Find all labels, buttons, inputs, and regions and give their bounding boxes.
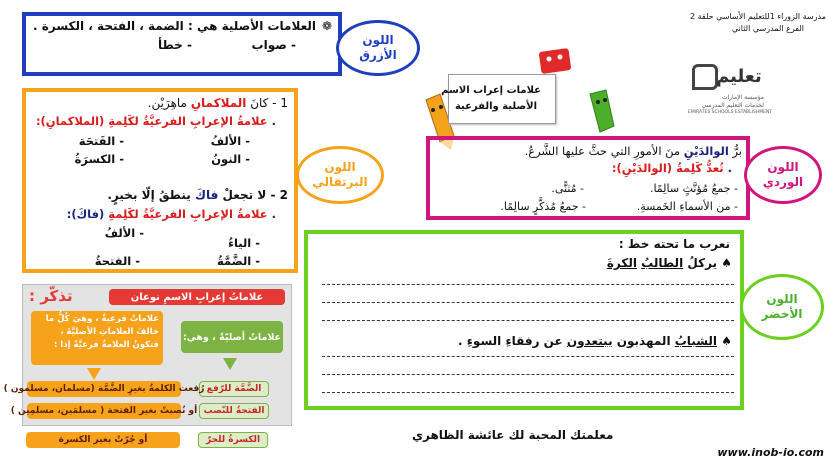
q1-option-3[interactable]: - النونُ bbox=[211, 152, 250, 166]
blue-star-icon: ❁ bbox=[321, 19, 332, 33]
oval-green-text: اللون الأخضر bbox=[761, 292, 803, 321]
q2-keyword: فاكَ bbox=[194, 188, 219, 202]
q1-text-c: ماهِرَيْن. bbox=[147, 96, 187, 110]
logo-english: EMIRATES SCHOOLS ESTABLISHMENT bbox=[688, 110, 773, 115]
summary-panel bbox=[3, 284, 292, 426]
pink-prompt bbox=[612, 161, 732, 175]
summary-title-text: علاماتُ إعرابِ الاسمِ نوعان bbox=[130, 291, 264, 303]
q1-sentence bbox=[148, 96, 288, 110]
pencil-green-icon bbox=[584, 88, 620, 140]
q1-bullet: . bbox=[271, 114, 276, 128]
q2-bullet: . bbox=[271, 207, 276, 221]
original-row-2 bbox=[199, 403, 269, 419]
q2-number: 2 - bbox=[270, 188, 288, 202]
subsidiary-row-3 bbox=[26, 432, 180, 448]
school-line-2: الفرع المدرسي الثاني bbox=[731, 24, 804, 33]
green-s2-d: عن رفقاءِ السوءِ . bbox=[458, 334, 563, 348]
green-s1-c: الكرةَ bbox=[606, 256, 637, 270]
original-row-1-text: الضَّمَّة للرّفع bbox=[206, 384, 262, 394]
q2-option-1[interactable]: - الألفُ bbox=[104, 226, 144, 240]
q1-prompt bbox=[36, 114, 276, 128]
title-card-line-1: علامات إعراب الاسم bbox=[441, 85, 541, 96]
blue-statement: العلامات الأصلية هي : الضمة ، الفتحة ، الكسرة . bbox=[33, 19, 316, 33]
subsidiary-row-3-text: أو جُرّتْ بغير الكسرة bbox=[58, 435, 148, 445]
subsidiary-row-1 bbox=[3, 381, 205, 397]
q2-text-a: لا تجعلْ bbox=[222, 188, 267, 202]
q1-option-2[interactable]: - الفَتحَة bbox=[78, 134, 124, 148]
summary-title bbox=[109, 289, 285, 305]
pink-text-a: برُّ bbox=[732, 144, 742, 158]
subsidiary-row-1-text: رُفعت الكلمةُ بغيرِ الضَّمَّة (مسلمان، مسلمون ) bbox=[3, 384, 205, 394]
q2-option-4[interactable]: - الفتحةُ bbox=[94, 254, 140, 268]
website-footer[interactable]: www.inob-io.com bbox=[717, 446, 824, 459]
subsidiary-row-2 bbox=[10, 403, 198, 419]
pink-option-1[interactable]: - جمعُ مُؤنَّثٍ سالِمًا. bbox=[649, 182, 738, 195]
q2-prompt-word: (فاكَ): bbox=[66, 207, 105, 221]
subsidiary-marks-head bbox=[31, 311, 163, 365]
q1-option-1[interactable]: - الألفُ bbox=[210, 134, 250, 148]
q1-keyword: الملاكمانِ bbox=[190, 96, 247, 110]
oval-blue-text: اللون الأزرق bbox=[359, 33, 397, 62]
title-card bbox=[441, 74, 556, 124]
original-row-3-text: الكسرةُ للجرّ bbox=[205, 435, 261, 445]
logo-mark bbox=[692, 64, 718, 90]
answer-line-1[interactable] bbox=[322, 284, 734, 285]
ministry-logo bbox=[688, 62, 773, 118]
oval-pink-label bbox=[744, 146, 822, 204]
green-s2-a: الشبابُ bbox=[674, 334, 718, 348]
pink-prompt-word: (الوالدَيْنِ): bbox=[611, 161, 673, 175]
q2-option-3[interactable]: - الضَّمَّةُ bbox=[216, 254, 260, 268]
pink-keyword: الوالدَيْنِ bbox=[683, 144, 729, 158]
green-s1-b: الطالبُ bbox=[641, 256, 684, 270]
q2-prompt-text: علامةُ الإعرابِ الفرعيَّةُ لكَلِمةِ bbox=[108, 207, 268, 221]
answer-line-6[interactable] bbox=[322, 392, 734, 393]
q2-sentence bbox=[107, 188, 288, 202]
green-bullet-2: ♠ bbox=[721, 334, 732, 348]
green-title: نعرب ما تحته خط : bbox=[618, 237, 730, 251]
green-s2-b: المهذبون bbox=[616, 334, 671, 348]
oval-orange-label bbox=[296, 146, 384, 204]
green-s1-a: يركلُ bbox=[687, 256, 718, 270]
pink-option-4[interactable]: - جمعُ مُذكَّرٍ سالِمًا. bbox=[500, 200, 586, 213]
pink-prompt-text: تُعدُّ كَلِمةُ bbox=[676, 161, 724, 175]
q1-prompt-text: علامةُ الإعرابِ الفرعيَّةُ لكَلِمةِ bbox=[108, 114, 268, 128]
title-card-line-2: الأصلية والفرعية bbox=[454, 101, 537, 112]
green-bullet-1: ♠ bbox=[721, 256, 732, 270]
q1-option-4[interactable]: - الكسرَةُ bbox=[74, 152, 124, 166]
arrow-down-right-icon bbox=[223, 355, 237, 374]
blue-option-true[interactable]: - صواب bbox=[251, 38, 296, 52]
pink-bullet: . bbox=[727, 161, 732, 175]
answer-line-3[interactable] bbox=[322, 320, 734, 321]
green-question-box bbox=[304, 230, 744, 410]
teacher-signature: معلمتك المحبة لك عائشة الظاهري bbox=[412, 428, 614, 442]
q2-option-2[interactable]: - الياءُ bbox=[228, 236, 260, 250]
pink-sentence bbox=[525, 144, 742, 158]
original-row-2-text: الفتحةُ للنّصب bbox=[203, 406, 265, 416]
subsidiary-row-2-text: أو نُصبتْ بغير الفتحة ( مسلمَين، مسلمِين ) bbox=[10, 406, 198, 416]
subsidiary-marks-text: علاماتُ فرعيةٌ ، وهيَ كُلُّ ما خالفَ العلاماتِ الأصليَّةَ ، فتكونُ العلامةُ فرعيَّةً إذا : bbox=[45, 314, 159, 350]
pink-option-2[interactable]: - مُثنًّى. bbox=[551, 182, 584, 195]
answer-line-5[interactable] bbox=[322, 374, 734, 375]
orange-question-box bbox=[22, 88, 298, 273]
q1-text-a: كانَ bbox=[250, 96, 269, 110]
logo-subtitle-2: لخدمات التعليم المدرسي bbox=[701, 102, 764, 109]
pink-option-3[interactable]: - من الأسماءِ الخَمسةِ. bbox=[636, 200, 738, 213]
q1-prompt-word: (الملاكمانِ): bbox=[35, 114, 105, 128]
blue-option-false[interactable]: - خطأ bbox=[157, 38, 192, 52]
remember-label: تذكّر : bbox=[29, 287, 73, 305]
original-row-1 bbox=[199, 381, 269, 397]
q2-prompt bbox=[67, 207, 276, 221]
logo-subtitle-1: مؤسسة الإمارات bbox=[721, 94, 764, 101]
oval-blue-label bbox=[336, 20, 420, 76]
q1-number: 1 - bbox=[272, 96, 288, 110]
pink-text-c: منَ الأمورِ التي حثَّ عليها الشَّرعُ. bbox=[524, 144, 681, 158]
original-marks-text: علاماتٌ أصليّةٌ ، وهي: bbox=[182, 331, 282, 343]
answer-line-2[interactable] bbox=[322, 302, 734, 303]
oval-pink-text: اللون الوردي bbox=[762, 160, 804, 189]
blue-question-box bbox=[22, 12, 342, 76]
original-row-3 bbox=[198, 432, 268, 448]
q2-text-c: ينطقُ إلّا بخيرٍ. bbox=[107, 188, 191, 202]
school-line-1: مدرسة الزوراء 1للتعليم الأساسي حلقة 2 bbox=[689, 12, 826, 21]
logo-text: تعليم bbox=[716, 66, 762, 87]
oval-orange-text: اللون البرتقالي bbox=[312, 160, 368, 189]
green-sentence-2 bbox=[458, 334, 732, 348]
green-s2-c: يبتعدون bbox=[566, 334, 613, 348]
original-marks-head bbox=[181, 321, 283, 353]
pink-question-box bbox=[426, 136, 750, 220]
green-sentence-1 bbox=[607, 256, 732, 270]
oval-green-label bbox=[740, 274, 824, 340]
answer-line-4[interactable] bbox=[322, 356, 734, 357]
